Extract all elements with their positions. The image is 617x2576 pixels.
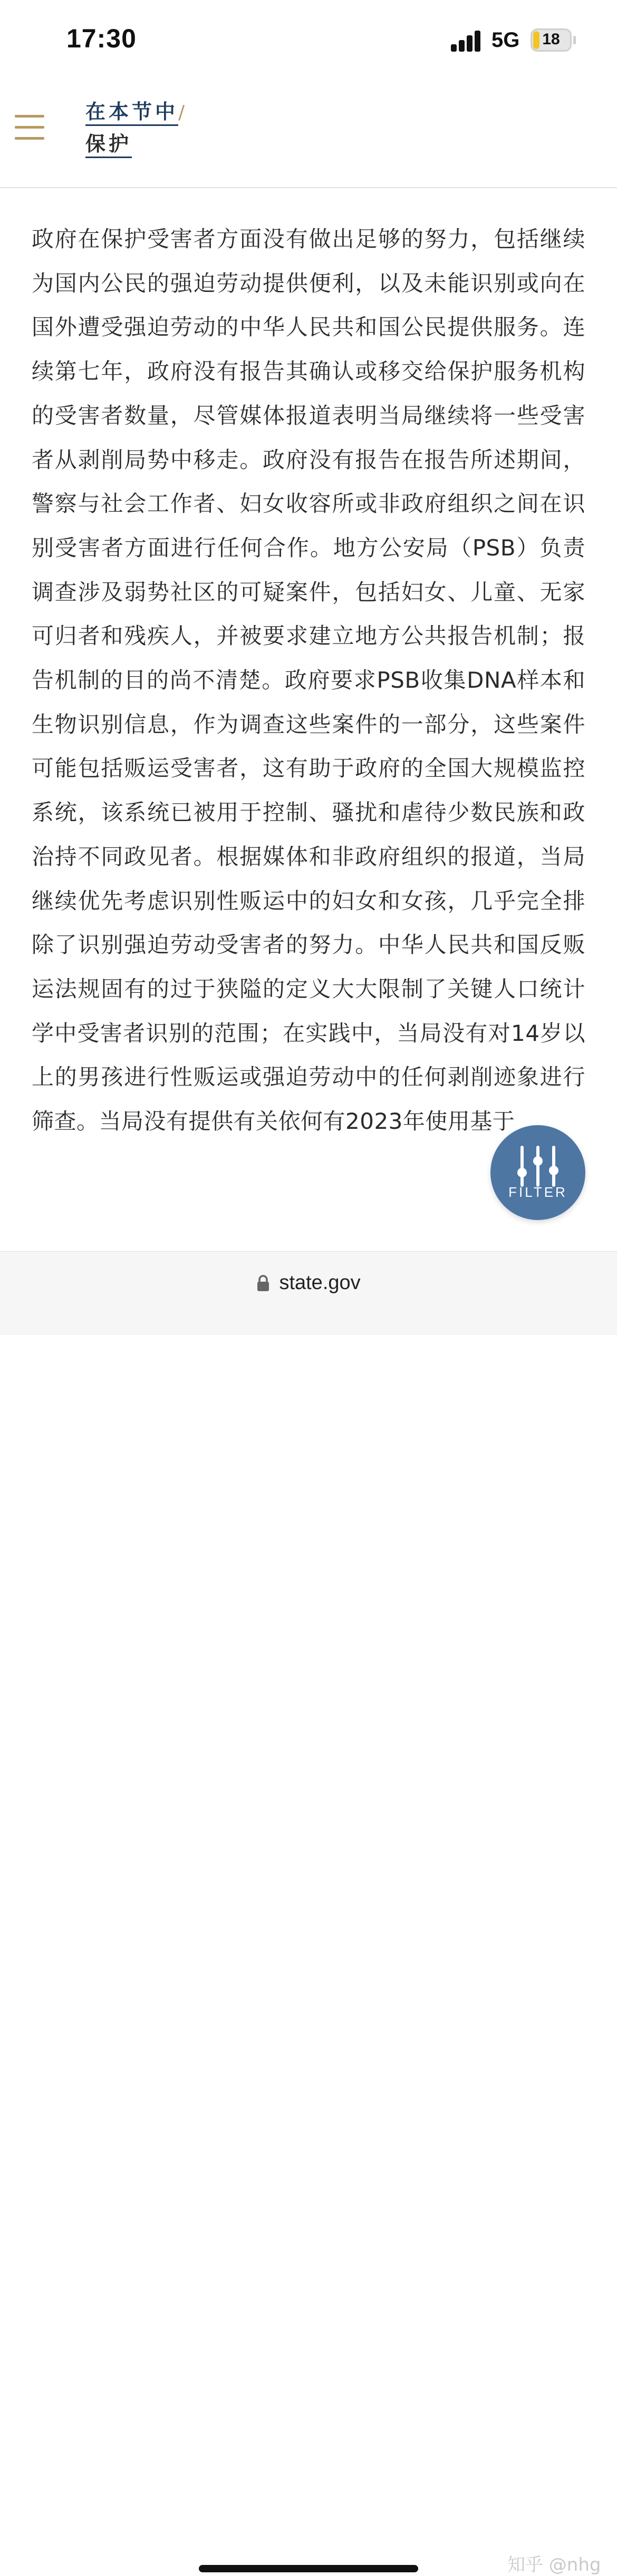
hamburger-menu-icon[interactable] [15, 115, 44, 141]
url-text: state.gov [279, 1272, 361, 1294]
browser-url-bar [0, 1251, 617, 2575]
article-paragraph: 政府在保护受害者方面没有做出足够的努力，包括继续为国内公民的强迫劳动提供便利，以及未能识别或向在国外遭受强迫劳动的中华人民共和国公民提供服务。连续第七年，政府没有报告其确认或移交给保护服务机构的受害者数量，尽管媒体报道表明当局继续将一些受害者从剥削局势中移走。政府没有报告在报告所述期间，警察与社会工作者、妇女收容所或非政府组织之间在识别受害者方面进行任何合作。地方公安局（PSB）负责调查涉及弱势社区的可疑案件，包括妇女、儿童、无家可归者和残疾人，并被要求建立地方公共报告机制；报告机制的目的尚不清楚。政府要求PSB收集DNA样本和生物识别信息，作为调查这些案件的一部分，这些案件可能包括贩运受害者，这有助于政府的全国大规模监控系统，该系统已被用于控制、骚扰和虐待少数民族和政治持不同政见者。根据媒体和非政府组织的报道，当局继续优先考虑识别性贩运中的妇女和女孩，几乎完全排除了识别强迫劳动受害者的努力。中华人民共和国反贩运法规固有的过于狭隘的定义大大限制了关键人口统计学中受害者识别的范围；在实践中，当局没有对14岁以上的男孩进行性贩运或强迫劳动中的任何剥削迹象进行筛查。当局没有提供有关依何有2023年使用基于 [32, 226, 585, 1135]
watermark-text: 知乎 @nhg [507, 2554, 601, 2575]
breadcrumb-current-link[interactable]: 保护 [85, 133, 132, 158]
breadcrumb-separator: / [178, 102, 185, 123]
battery-icon [531, 28, 572, 52]
url-field[interactable] [0, 1272, 617, 1294]
filter-button[interactable] [490, 1125, 585, 1220]
status-time: 17:30 [66, 24, 137, 53]
site-header [0, 79, 617, 188]
lock-icon [256, 1274, 270, 1292]
cellular-signal-icon [451, 31, 481, 52]
sliders-icon [515, 1145, 561, 1187]
battery-level: 18 [542, 31, 560, 48]
filter-label: FILTER [508, 1184, 567, 1200]
breadcrumb [85, 101, 185, 158]
battery-tip [573, 36, 576, 44]
breadcrumb-section-link[interactable]: 在本节中 [85, 101, 178, 126]
article-body [32, 217, 585, 1251]
status-bar [0, 0, 617, 79]
home-indicator[interactable] [199, 2565, 418, 2572]
network-type: 5G [491, 28, 520, 52]
